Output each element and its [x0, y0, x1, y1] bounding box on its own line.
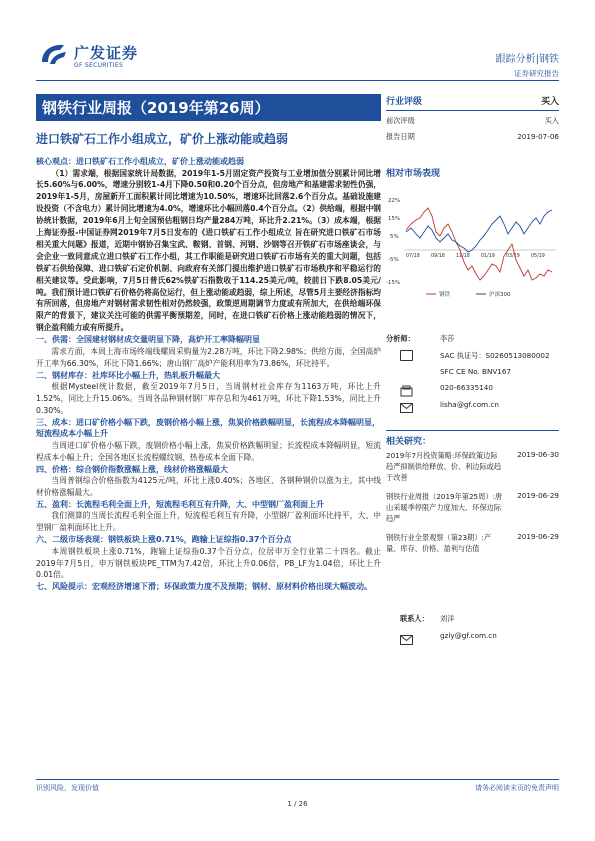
- related-item[interactable]: [386, 532, 559, 554]
- header-divider: [36, 80, 559, 81]
- section-2-text: 根据Mysteel统计数据，截至2019年7月5日，当周钢材社会库存为1163万吨，环比上升1.52%，同比上升15.06%。当周各品种钢材钢厂库存总和为461万吨，环比下降1.53%，同比上升0.30%。: [36, 382, 381, 415]
- xtick: 11/18: [456, 254, 470, 259]
- xtick: 09/18: [431, 254, 445, 259]
- section-3-heading: 三、成本：进口矿价格小幅下跌，废钢价格小幅上涨，焦炭价格跌幅明显，长流程成本降幅明显，短流程成本小幅上升: [36, 417, 380, 439]
- related-item-text[interactable]: 2019年7月投资策略:环保政策边际趋严抑制供给释放、价、利边际或趋于改善: [386, 451, 502, 482]
- logo: [38, 40, 70, 72]
- logo-text: 广发证券: [74, 44, 139, 62]
- xtick: 07/18: [406, 254, 420, 259]
- contact-email: gzly@gf.com.cn: [440, 631, 497, 640]
- certificate-icon: [400, 350, 413, 361]
- xtick: 05/19: [531, 254, 545, 259]
- footer-right: 请务必阅读末页的免责声明: [475, 784, 559, 792]
- email-icon: [400, 398, 413, 417]
- prev-rating-label: 前次评级: [386, 116, 415, 125]
- index-line: [406, 210, 552, 252]
- footer-left: 识别风险，发现价值: [36, 784, 99, 792]
- report-kind: 跟踪分析|钢铁: [495, 54, 559, 65]
- legend-steel-label: 钢铁: [439, 292, 451, 298]
- xtick: 03/19: [506, 254, 520, 259]
- analyst-sfc: SFC CE No. BNV167: [440, 367, 512, 376]
- analyst-email: lisha@gf.com.cn: [440, 400, 499, 409]
- related-item-date: 2019-06-29: [517, 532, 559, 541]
- steel-line: [406, 208, 552, 280]
- related-divider: [386, 430, 559, 431]
- report-title: 钢铁行业周报（2019年第26周）: [36, 94, 381, 121]
- ytick: -15%: [386, 280, 401, 286]
- related-item[interactable]: [386, 450, 559, 483]
- ytick: 15%: [388, 216, 401, 222]
- ytick: 5%: [390, 234, 399, 240]
- related-item[interactable]: [386, 491, 559, 524]
- section-5-text: 我们测算的当周长流程毛利全面上升，短流程毛利互有升降，小型钢厂盈利面环比持平，大、中型钢厂盈利面环比上升。: [36, 511, 381, 533]
- section-7-heading: 七、风险提示：宏观经济增速下滑；环保政策力度不及预期；钢材、原材料价格出现大幅波动。: [36, 582, 372, 592]
- prev-rating-value: 买入: [544, 116, 559, 125]
- ytick: 22%: [388, 198, 401, 204]
- legend-index-label: 沪深300: [489, 292, 511, 298]
- email-icon: [400, 630, 413, 649]
- market-title: 相对市场表现: [386, 169, 441, 179]
- analyst-label: 分析师：: [386, 334, 415, 343]
- ytick: -5%: [388, 257, 399, 263]
- rating-value: 买入: [540, 97, 559, 107]
- section-6-heading: 六、二级市场表现：钢铁板块上涨0.71%，跑输上证综指0.37个百分点: [36, 535, 292, 545]
- logo-subtext: GF SECURITIES: [74, 62, 124, 69]
- page-number: 1 / 26: [287, 800, 308, 808]
- section-4-text: 当周普钢综合价格指数为4125元/吨，环比上涨0.40%；各地区、各钢种钢价以涨为主，其中线材价格涨幅最大。: [36, 476, 381, 497]
- relative-performance-chart: [386, 180, 559, 300]
- contact-label: 联系人：: [400, 614, 429, 623]
- report-subtitle: 进口铁矿石工作小组成立，矿价上涨动能或趋弱: [36, 132, 289, 146]
- contact-name: 刘洋: [440, 614, 455, 623]
- section-3-text: 当周进口矿价格小幅下跌，废钢价格小幅上涨，焦炭价格跌幅明显；长流程成本降幅明显，短流程成本小幅上升；全国各地区长流程螺纹钢、热卷成本全面下降。: [36, 440, 381, 462]
- report-sub: 证券研究报告: [514, 69, 559, 78]
- core-view-label: 核心观点：进口铁矿石工作小组成立，矿价上涨动能或趋弱: [36, 157, 244, 166]
- related-item-date: 2019-06-29: [517, 491, 559, 500]
- analyst-phone: 020-66335140: [440, 383, 493, 392]
- related-list: [386, 450, 559, 554]
- rating-box: [386, 94, 559, 142]
- core-paragraph: （1）需求端，根据国家统计局数据，2019年1-5月固定资产投资与工业增加值分别累计同比增长5.60%与6.00%，增速分别较1-4月下降0.50和0.20个百分点，但房地产和基建需求韧性仍强，2019年1-5月，房屋新开工面积累计同比增速为10.50%，增速环比回落2.6个百分点。基础设施建设投资（不含电力）累计同比增速为4.0%，增速环比小幅回落0.4个百分点。（2）供给端，根据中钢协统计数据，2019年6月上旬全国预估粗钢日均产量284万吨，环比升2.21%。（3）成本端，根据上海证券报-中国证券网2019年7月5日发布的《进口铁矿石工作小组成立 旨在研究进口铁矿石市场相关重大问题》报道，近期中钢协召集宝武、鞍钢、首钢、河钢、沙钢等召开铁矿石市场座谈会，与会企业一致同意成立进口铁矿石工作小组，其工作职能是研究进口铁矿石市场有关的重大问题，包括铁矿石供给保障、进口铁矿石定价机制、向政府有关部门提出维护进口铁矿石市场秩序和平稳运行的相关建议等。受此影响，7月5日普氏62%铁矿石指数收于114.25美元/吨，较前日下跌8.05美元/吨。我们预计进口铁矿石价格仍将高位运行，但上涨动能或趋弱，综上所述，尽管5月主要经济指标均有所回落，但房地产对钢材需求韧性相对仍然较强，政策逆周期调节力度或有所加大，在供给端环保限产的背景下，建议关注可能的供需平衡预期差，同时，在进口铁矿石价格上涨动能趋弱的情况下，钢企盈利能力或有所提升。: [36, 168, 381, 333]
- analyst-name: 李莎: [440, 334, 455, 343]
- section-2-heading: 二、钢材库存：社库环比小幅上升，热轧板升幅最大: [36, 370, 220, 380]
- section-6-text: 本周钢铁板块上涨0.71%，跑输上证综指0.37个百分点，位居申万全行业第二十四名。截止2019年7月5日，申万钢铁板块PE_TTM为7.42倍，环比上升0.06倍，PB_LF为1.04倍，环比上升0.01倍。: [36, 546, 381, 580]
- main-body: [36, 156, 381, 776]
- related-item-date: 2019-06-30: [517, 450, 559, 459]
- gf-logo-icon: [38, 40, 70, 68]
- date-label: 报告日期: [386, 132, 415, 141]
- analyst-sac: SAC 执证号：S0260513080002: [440, 351, 550, 360]
- related-title: 相关研究：: [386, 437, 432, 447]
- related-item-text[interactable]: 钢铁行业周报（2019年第25周）:唐山采暖季停限产力度加大、环保边际趋严: [386, 492, 503, 523]
- section-1-heading: 一、供需：全国建材钢材成交量明显下降，高炉开工率降幅明显: [36, 335, 260, 345]
- xtick: 01/19: [481, 254, 495, 259]
- footer-divider: [36, 779, 559, 780]
- section-4-heading: 四、价格：综合钢价指数涨幅上涨，线材价格涨幅最大: [36, 464, 228, 474]
- date-value: 2019-07-06: [517, 132, 559, 141]
- section-1-text: 需求方面，本周上海市场终端线螺周采购量为2.28万吨，环比下降2.98%；供给方面，全国高炉开工率为66.30%，环比下降1.66%；唐山钢厂高炉产能利用率为73.86%，环比持平。: [36, 346, 381, 368]
- section-5-heading: 五、盈利：长流程毛利全面上升，短流程毛利互有升降，大、中型钢厂盈利面上升: [36, 499, 324, 509]
- related-item-text[interactable]: 钢铁行业全景观察（第23期）:产量、库存、价格、盈利与估值: [386, 533, 492, 553]
- rating-label: 行业评级: [386, 97, 423, 107]
